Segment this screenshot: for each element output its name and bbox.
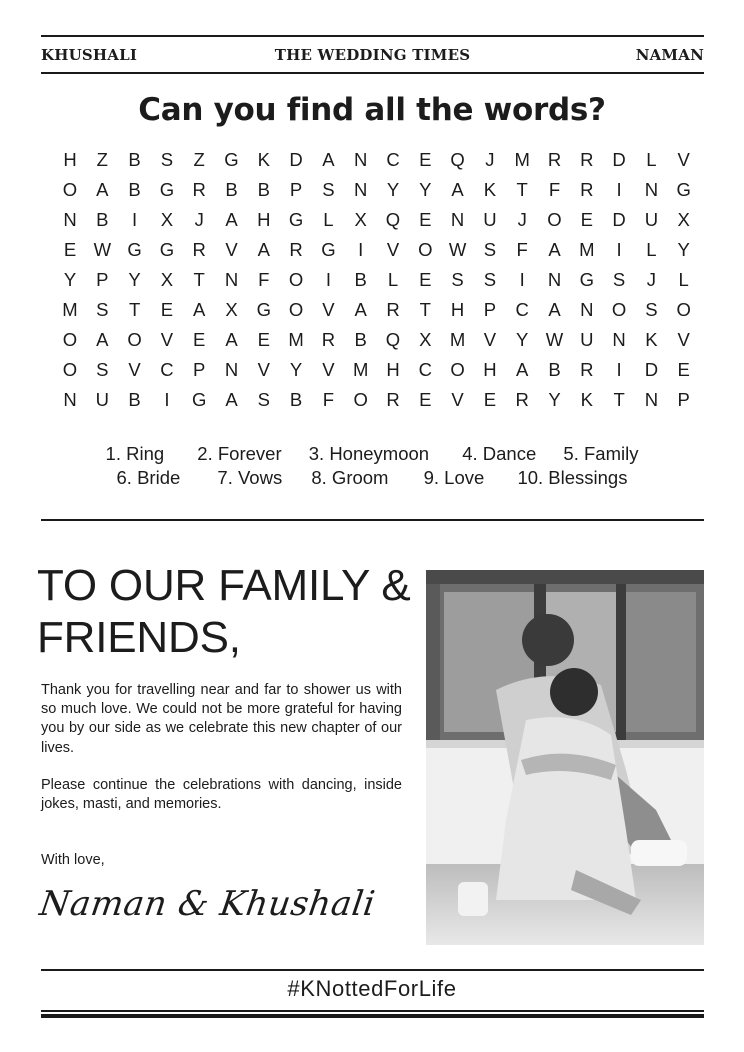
grid-letter: R	[192, 239, 206, 260]
grid-letter: K	[257, 149, 270, 170]
grid-letter: G	[191, 389, 207, 410]
grid-letter: Y	[289, 359, 303, 380]
grid-letter: G	[256, 299, 271, 320]
word-item: 8. Groom	[311, 467, 389, 488]
grid-letter: Z	[193, 149, 205, 170]
letter-paragraph-1: Thank you for travelling near and far to shower us with so much love. We could not be more grateful for having you by our side as we celebrate this new chapter of our lives.	[41, 682, 402, 756]
grid-letter: O	[127, 329, 142, 350]
grid-letter: V	[257, 359, 270, 380]
grid-letter: B	[128, 179, 141, 200]
grid-letter: L	[387, 269, 399, 290]
grid-letter: H	[63, 149, 77, 170]
grid-letter: T	[128, 299, 141, 320]
grid-letter: A	[548, 239, 561, 260]
masthead-title: THE WEDDING TIMES	[274, 46, 471, 64]
grid-letter: L	[646, 149, 657, 170]
masthead-right-name: NAMAN	[635, 46, 704, 64]
grid-letter: N	[612, 329, 626, 350]
word-list-line-2	[0, 467, 744, 489]
grid-letter: M	[352, 359, 369, 380]
grid-letter: N	[354, 179, 368, 200]
grid-letter: G	[288, 209, 304, 230]
grid-letter: P	[677, 389, 690, 410]
grid-letter: M	[449, 329, 466, 350]
grid-letter: B	[96, 209, 109, 230]
grid-letter: O	[353, 389, 368, 410]
grid-letter: A	[225, 209, 238, 230]
grid-letter: S	[96, 299, 109, 320]
grid-letter: B	[289, 389, 303, 410]
grid-letter: I	[132, 209, 138, 230]
word-item: 9. Love	[423, 467, 485, 488]
grid-letter: A	[354, 299, 367, 320]
grid-letter: X	[160, 209, 174, 230]
grid-letter: O	[288, 269, 304, 290]
grid-letter: T	[613, 389, 625, 410]
grid-letter: F	[516, 239, 528, 260]
word-item: 4. Dance	[462, 443, 537, 464]
grid-letter: C	[386, 149, 400, 170]
grid-letter: A	[548, 299, 561, 320]
grid-letter: S	[483, 239, 497, 260]
grid-letter: T	[419, 299, 431, 320]
grid-letter: O	[62, 359, 78, 380]
grid-letter: V	[451, 389, 464, 410]
grid-letter: V	[483, 329, 497, 350]
grid-letter: E	[580, 209, 593, 230]
grid-letter: S	[257, 389, 270, 410]
grid-letter: W	[93, 239, 112, 260]
grid-letter: A	[322, 149, 335, 170]
grid-letter: Y	[516, 329, 529, 350]
grid-letter: R	[386, 389, 400, 410]
grid-letter: N	[63, 209, 77, 230]
grid-letter: G	[159, 239, 175, 260]
grid-letter: Z	[96, 149, 108, 170]
grid-letter: U	[95, 389, 109, 410]
grid-letter: K	[483, 179, 497, 200]
grid-letter: N	[644, 389, 659, 410]
grid-letter: H	[483, 359, 497, 380]
grid-letter: C	[160, 359, 174, 380]
letter-paragraph-2: Please continue the celebrations with dancing, inside jokes, masti, and memories.	[41, 777, 402, 813]
grid-letter: R	[321, 329, 336, 350]
grid-letter: T	[516, 179, 528, 200]
grid-letter: B	[354, 269, 367, 290]
grid-letter: O	[547, 209, 562, 230]
grid-letter: A	[96, 179, 109, 200]
grid-letter: B	[354, 329, 367, 350]
grid-letter: X	[354, 209, 367, 230]
grid-letter: H	[257, 209, 271, 230]
footer-thick-rule	[41, 1014, 704, 1018]
grid-letter: N	[547, 269, 562, 290]
grid-letter: D	[612, 149, 626, 170]
letter-heading-line-2: FRIENDS,	[37, 613, 241, 662]
grid-letter: L	[678, 269, 689, 290]
grid-letter: F	[548, 179, 561, 200]
masthead-left-name: KHUSHALI	[41, 46, 138, 64]
letter-heading	[37, 560, 417, 664]
grid-letter: A	[225, 389, 238, 410]
grid-letter: V	[322, 359, 335, 380]
grid-letter: B	[225, 179, 238, 200]
grid-letter: L	[323, 209, 334, 230]
grid-letter: P	[289, 179, 303, 200]
grid-letter: M	[62, 299, 78, 320]
grid-letter: M	[579, 239, 595, 260]
grid-letter: O	[418, 239, 433, 260]
grid-letter: G	[321, 239, 336, 260]
grid-letter: Y	[548, 389, 561, 410]
grid-letter: G	[676, 179, 691, 200]
grid-letter: I	[164, 389, 170, 410]
grid-letter: K	[580, 389, 593, 410]
grid-letter: T	[193, 269, 205, 290]
grid-letter: G	[159, 179, 175, 200]
grid-letter: R	[192, 179, 206, 200]
grid-letter: J	[485, 149, 495, 170]
grid-letter: C	[418, 359, 432, 380]
grid-letter: W	[448, 239, 467, 260]
grid-letter: S	[483, 269, 497, 290]
grid-letter: D	[644, 359, 659, 380]
grid-letter: V	[322, 299, 335, 320]
grid-letter: E	[419, 149, 432, 170]
grid-letter: S	[160, 149, 174, 170]
grid-letter: R	[580, 149, 594, 170]
grid-letter: G	[579, 269, 594, 290]
grid-letter: J	[646, 269, 657, 290]
grid-letter: R	[289, 239, 303, 260]
grid-letter: P	[483, 299, 497, 320]
grid-letter: A	[451, 179, 464, 200]
word-item: 10. Blessings	[517, 467, 628, 488]
grid-letter: O	[450, 359, 465, 380]
grid-letter: R	[547, 149, 562, 170]
grid-letter: O	[62, 329, 78, 350]
grid-letter: F	[322, 389, 335, 410]
grid-letter: X	[225, 299, 238, 320]
couple-photo	[426, 570, 704, 945]
grid-letter: V	[128, 359, 141, 380]
grid-letter: S	[96, 359, 109, 380]
masthead-top-rule	[41, 35, 704, 37]
grid-letter: M	[514, 149, 530, 170]
grid-letter: U	[644, 209, 659, 230]
masthead	[41, 40, 704, 70]
grid-letter: X	[419, 329, 432, 350]
grid-letter: Y	[128, 269, 141, 290]
grid-letter: S	[322, 179, 335, 200]
grid-letter: H	[386, 359, 400, 380]
grid-letter: O	[62, 179, 78, 200]
grid-letter: G	[127, 239, 142, 260]
grid-letter: E	[419, 269, 432, 290]
grid-letter: Q	[450, 149, 465, 170]
grid-letter: I	[325, 269, 331, 290]
grid-letter: K	[645, 329, 658, 350]
grid-letter: E	[419, 209, 432, 230]
grid-letter: J	[517, 209, 527, 230]
grid-letter: J	[194, 209, 204, 230]
grid-letter: W	[545, 329, 564, 350]
grid-letter: A	[257, 239, 270, 260]
grid-letter: D	[612, 209, 626, 230]
grid-letter: N	[224, 269, 239, 290]
grid-letter: N	[63, 389, 77, 410]
grid-letter: E	[677, 359, 690, 380]
masthead-bottom-rule	[41, 72, 704, 74]
grid-letter: U	[483, 209, 497, 230]
grid-letter: Y	[419, 179, 432, 200]
grid-letter: I	[616, 359, 622, 380]
grid-letter: V	[386, 239, 400, 260]
word-item: 3. Honeymoon	[308, 443, 430, 464]
grid-letter: I	[616, 239, 622, 260]
word-list-line-1	[0, 443, 744, 465]
grid-letter: Y	[63, 269, 77, 290]
grid-letter: E	[63, 239, 77, 260]
grid-letter: L	[646, 239, 657, 260]
word-item: 7. Vows	[217, 467, 283, 488]
grid-letter: V	[677, 329, 690, 350]
grid-letter: E	[193, 329, 206, 350]
grid-letter: X	[677, 209, 690, 230]
grid-letter: N	[580, 299, 594, 320]
grid-letter: N	[450, 209, 465, 230]
word-item: 1. Ring	[105, 443, 165, 464]
word-item: 5. Family	[563, 443, 639, 464]
grid-letter: F	[258, 269, 270, 290]
grid-letter: R	[515, 389, 529, 410]
grid-letter: V	[160, 329, 174, 350]
grid-letter: E	[483, 389, 497, 410]
signature: Naman & Khushali	[37, 884, 378, 924]
grid-letter: C	[515, 299, 529, 320]
grid-letter: I	[358, 239, 364, 260]
section-divider	[41, 519, 704, 521]
grid-letter: N	[354, 149, 368, 170]
grid-letter: P	[193, 359, 206, 380]
hashtag: #KNottedForLife	[287, 976, 457, 1001]
couple-photo-illustration	[426, 570, 704, 945]
grid-letter: R	[386, 299, 400, 320]
grid-letter: S	[451, 269, 464, 290]
grid-letter: S	[645, 299, 658, 320]
grid-letter: Q	[385, 329, 401, 350]
grid-letter: A	[96, 329, 109, 350]
grid-letter: A	[225, 329, 238, 350]
grid-letter: E	[257, 329, 270, 350]
footer-top-rule	[41, 969, 704, 971]
puzzle-heading: Can you find all the words?	[138, 92, 606, 128]
grid-letter: E	[419, 389, 432, 410]
grid-letter: V	[225, 239, 238, 260]
grid-letter: N	[224, 359, 239, 380]
grid-letter: Y	[386, 179, 400, 200]
grid-letter: X	[160, 269, 174, 290]
grid-letter: R	[580, 359, 594, 380]
grid-letter: U	[580, 329, 594, 350]
grid-letter: Q	[385, 209, 401, 230]
grid-letter: O	[288, 299, 304, 320]
grid-letter: S	[612, 269, 626, 290]
grid-letter: M	[288, 329, 304, 350]
grid-letter: B	[128, 149, 141, 170]
grid-letter: V	[677, 149, 690, 170]
grid-letter: O	[611, 299, 627, 320]
grid-letter: P	[96, 269, 109, 290]
grid-letter: B	[548, 359, 561, 380]
grid-letter: D	[289, 149, 303, 170]
grid-letter: B	[257, 179, 270, 200]
footer-thin-rule	[41, 1010, 704, 1012]
grid-letter: G	[224, 149, 239, 170]
grid-letter: Y	[677, 239, 690, 260]
grid-letter: O	[676, 299, 691, 320]
grid-letter: N	[644, 179, 659, 200]
letter-closing: With love,	[41, 852, 105, 868]
grid-letter: A	[193, 299, 206, 320]
word-item: 6. Bride	[116, 467, 181, 488]
letter-heading-line-1: TO OUR FAMILY &	[37, 561, 411, 610]
grid-letter: H	[450, 299, 465, 320]
grid-letter: E	[160, 299, 174, 320]
grid-letter: I	[519, 269, 525, 290]
grid-letter: I	[616, 179, 622, 200]
grid-letter: R	[580, 179, 594, 200]
grid-letter: B	[128, 389, 141, 410]
word-item: 2. Forever	[197, 443, 282, 464]
grid-letter: A	[516, 359, 529, 380]
